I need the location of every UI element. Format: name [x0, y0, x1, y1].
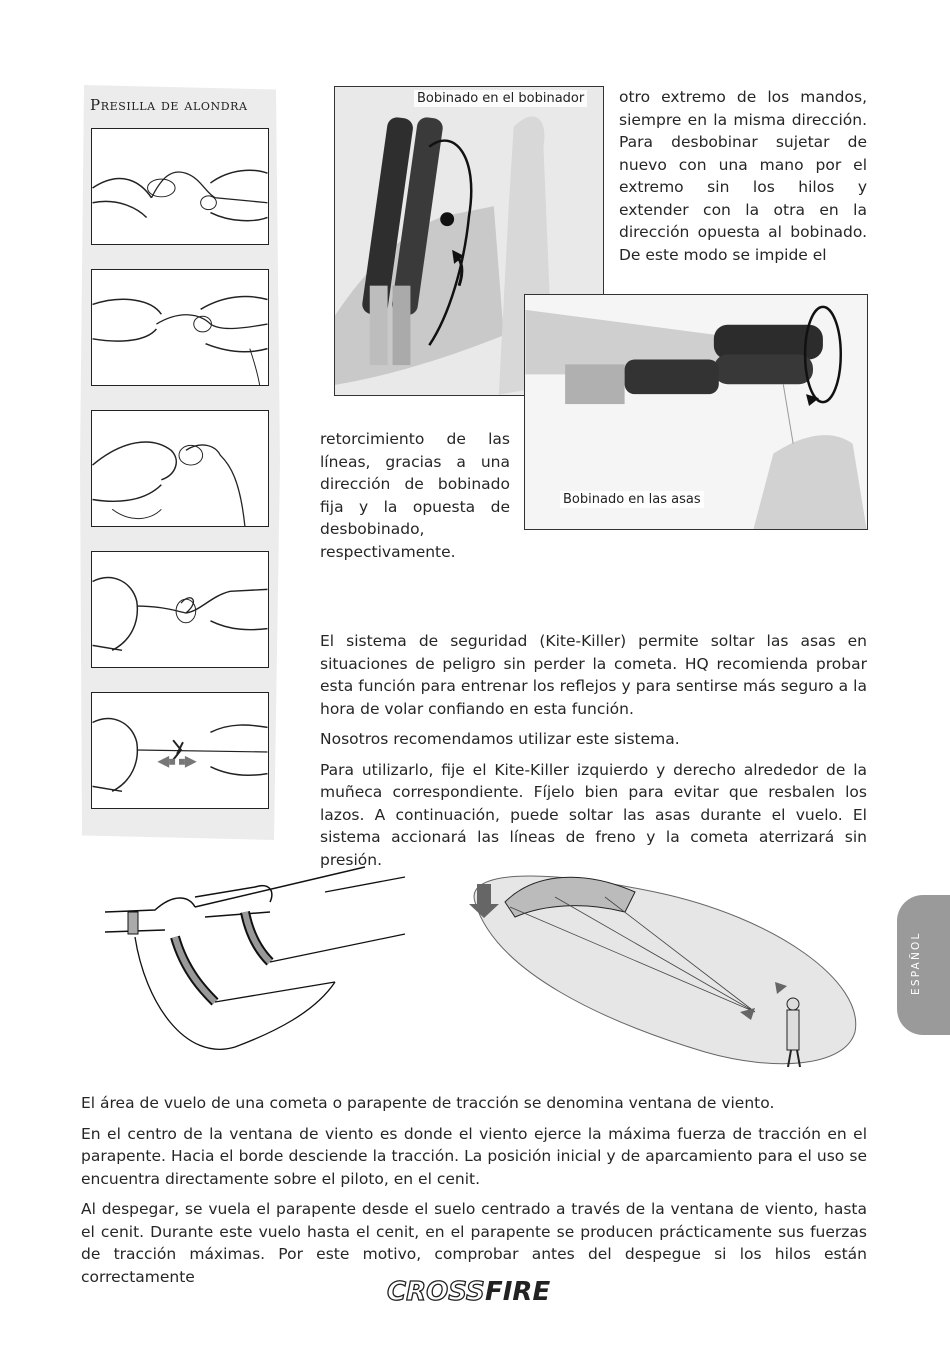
kite-killer-paragraph-1: El sistema de seguridad (Kite-Killer) permite soltar las asas en situaciones de peligro sin perder la cometa. HQ recomienda probar esta función para entrenar los reflejos y para sentirse más seguro a la hora de volar confiando en esta función. [320, 632, 867, 718]
knot-step-3-illustration [91, 410, 269, 527]
kite-killer-paragraph-3: Para utilizarlo, fije el Kite-Killer izquierdo y derecho alrededor de la muñeca correspondiente. Fíjelo bien para evitar que resbalen los lazos. A continuación, puede soltar las asas durante el vuelo. El sistema accionará las líneas de freno y la cometa aterrizará sin presión. [320, 760, 867, 869]
winding-text-end: retorcimiento de las líneas, gracias a una dirección de bobinado fija y la opuesta de desbobinado, respectivamente. [320, 430, 510, 561]
wind-window-paragraph-3: Al despegar, se vuela el parapente desde el suelo centrado a través de la ventana de viento, hasta el cenit. Durante este vuelo hasta el cenit, en el parapente se producen prácticamente sus fuerzas de tracción máximas. Por este motivo, comprobar antes del despegue si los hilos están correctamente [81, 1200, 867, 1286]
wind-window-section [81, 1092, 867, 1296]
winding-text-continued: otro extremo de los mandos, siempre en la misma dirección. Para desbobinar sujetar de nuevo con una mano por el extremo sin los hilos y extender con la otra en la dirección opuesta al bobinado. De este modo se impide el [619, 88, 867, 264]
logo-part-cross: CROSS [387, 1277, 485, 1307]
language-tab [897, 895, 950, 1035]
knot-step-1-illustration [91, 128, 269, 245]
wind-window-paragraph-1: El área de vuelo de una cometa o parapente de tracción se denomina ventana de viento. [81, 1094, 775, 1112]
knot-step-2-illustration [91, 269, 269, 386]
kite-killer-paragraph-2: Nosotros recomendamos utilizar este sistema. [320, 730, 680, 748]
crossfire-logo [385, 1272, 575, 1308]
logo-part-fire: FIRE [485, 1277, 551, 1307]
language-tab-label: ESPAÑOL [910, 931, 922, 995]
wind-window-illustration [455, 862, 875, 1072]
handles-photo-caption: Bobinado en las asas [560, 491, 704, 508]
kite-killer-section [320, 630, 867, 879]
knot-step-4-illustration [91, 551, 269, 668]
winder-photo-caption: Bobinado en el bobinador [414, 90, 587, 107]
kite-killer-illustration [95, 862, 415, 1062]
knot-step-5-illustration [91, 692, 269, 809]
section-title: Presilla de alondra [90, 96, 248, 114]
wind-window-paragraph-2: En el centro de la ventana de viento es donde el viento ejerce la máxima fuerza de tracción en el parapente. Hacia el borde desciende la tracción. La posición inicial y de aparcamiento para el uso se encuentra directamente sobre el piloto, en el cenit. [81, 1124, 867, 1188]
